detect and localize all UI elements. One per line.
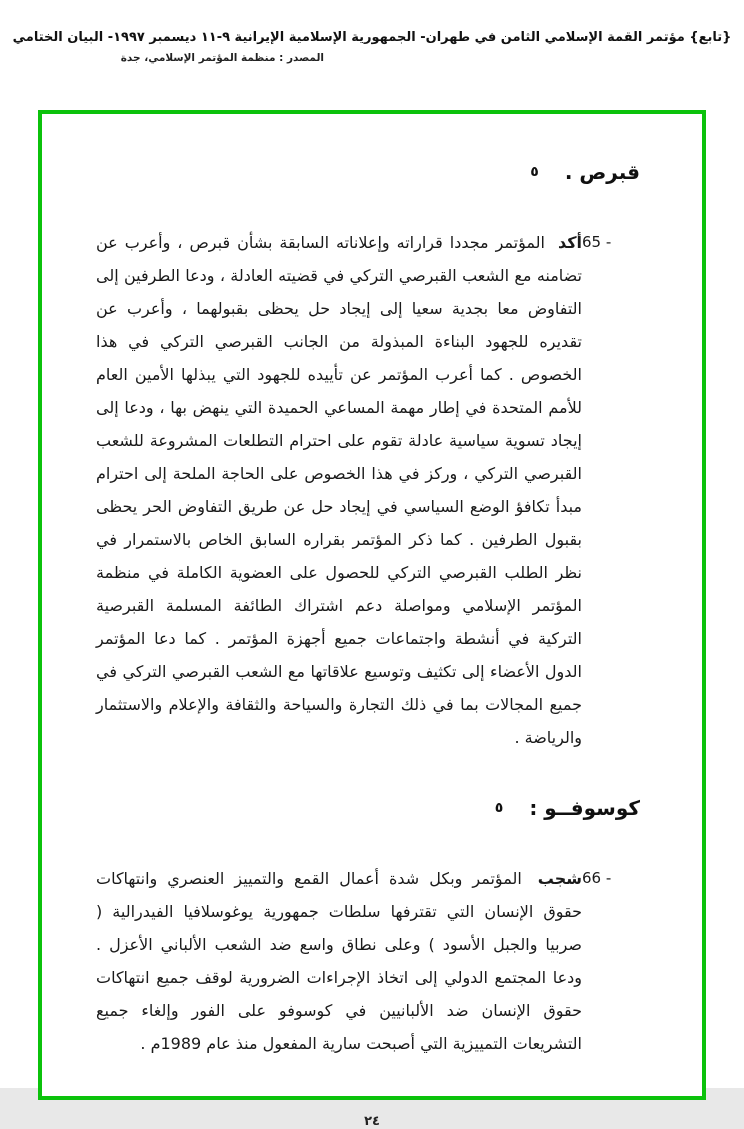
paragraph-body: المؤتمر مجددا قراراته وإعلاناته السابقة بشأن قبرص ، وأعرب عن تضامنه مع الشعب القبرصي التركي في قضيته العادلة ، ودعا الطرفين إلى التفاوض معا بجدية سعيا إلى إيجاد حل يحظى بقبولهما ، وأعرب عن تقديره للجهود البناءة المبذولة من الجانب القبرصي التركي في هذا الخصوص . كما أعرب المؤتمر عن تأييده للجهود التي يبذلها الأمين العام للأمم المتحدة في إطار مهمة المساعي الحميدة التي ينهض بها ، ودعا إلى إيجاد تسوية سياسية عادلة تقوم على احترام التطلعات المشروعة للشعب القبرصي التركي ، وركز في هذا الخصوص على الحاجة الملحة إلى احترام مبدأ تكافؤ الوضع السياسي في إيجاد حل عن طريق التفاوض الحر يحظى بقبول الطرفين . كما ذكر المؤتمر بقراره السابق الخاص بالاستمرار في نظر الطلب القبرصي التركي للحصول على العضوية الكاملة في منظمة المؤتمر الإسلامي ومواصلة دعم اشتراك الطائفة المسلمة القبرصية التركية في أنشطة واجتماعات جميع أجهزة المؤتمر . كما دعا المؤتمر الدول الأعضاء إلى تكثيف وتوسيع علاقاتها مع الشعب القبرصي التركي في جميع المجالات بما في ذلك التجارة والسياحة والثقافة والإعلام والاستثمار والرياضة . [96,233,582,747]
paragraph-lead-word: شجب [537,869,582,888]
page-number: ٢٤ [364,1114,380,1129]
header-title: {تابع} مؤتمر القمة الإسلامي الثامن في طهران- الجمهورية الإسلامية الإيرانية ٩-١١ ديسمبر ١٩٩٧- البيان الختامي [12,30,732,45]
paragraph-text [96,226,582,754]
header-source: المصدر : منظمة المؤتمر الإسلامي، جدة [120,52,324,64]
section-bullet-icon: ٥ [494,800,504,816]
paragraph-66 [42,862,702,1060]
paragraph-number: 66 - [582,869,612,887]
section-title: كوسوفــو : [529,796,640,820]
section-heading-kosovo [42,796,702,820]
paragraph-lead-word: أكد [557,233,582,252]
paragraph-text [96,862,582,1060]
section-title: قبرص . [564,160,640,184]
page-footer [0,1114,744,1129]
paragraph-body: المؤتمر وبكل شدة أعمال القمع والتمييز العنصري وانتهاكات حقوق الإنسان التي تقترفها سلطات جمهورية يوغوسلافيا الفيدرالية ( صربيا والجبل الأسود ) وعلى نطاق واسع ضد الشعب الألباني الأعزل . ودعا المجتمع الدولي إلى اتخاذ الإجراءات الضرورية لوقف جميع انتهاكات حقوق الإنسان ضد الألبانيين في كوسوفو على الفور وإلغاء جميع التشريعات التمييزية التي أصبحت سارية المفعول منذ عام 1989م . [96,869,582,1053]
section-kosovo [42,796,702,1060]
paragraph-number: 65 - [582,233,612,251]
content-border-box [38,110,706,1100]
paragraph-65 [42,226,702,754]
page-header [0,0,744,64]
section-cyprus [42,160,702,754]
section-bullet-icon: ٥ [530,164,539,180]
section-heading-cyprus [42,160,702,184]
